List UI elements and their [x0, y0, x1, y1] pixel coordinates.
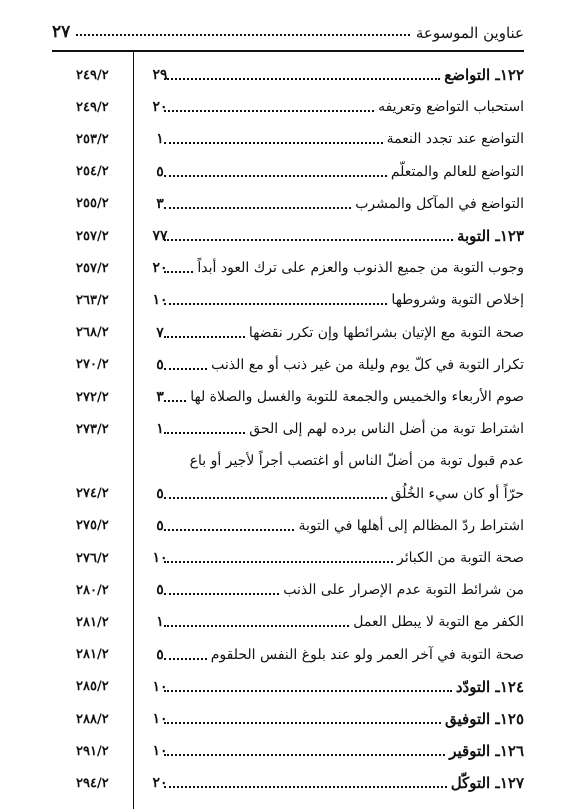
title-cell	[160, 414, 524, 444]
volume-page-ref: ٢٨٠/٢	[76, 582, 109, 598]
title-cell	[160, 446, 524, 476]
entry-title: وجوب التوبة من جميع الذنوب والعزم على ترك العود أبداً	[197, 260, 524, 277]
section-title: ١٢٣ـ التوبة	[456, 227, 524, 245]
index-entry-row	[0, 543, 580, 573]
title-cell	[160, 285, 524, 315]
title-cell	[160, 640, 524, 670]
index-heading-row	[0, 768, 580, 798]
title-cell	[160, 60, 524, 90]
entry-title: من شرائط التوبة عدم الإصرار على الذنب	[283, 582, 524, 599]
leader-dots	[164, 110, 374, 112]
title-cell	[160, 768, 524, 798]
entry-title: التواضع للعالم والمتعلّم	[390, 163, 524, 180]
leader-dots	[164, 175, 387, 177]
section-title: ١٢٤ـ التودّد	[455, 677, 524, 696]
volume-page-ref: ٢٥٧/٢	[76, 260, 109, 276]
section-title: ١٢٦ـ التوقير	[449, 742, 524, 761]
index-entry-row	[0, 575, 580, 605]
hadith-count: ٧	[156, 324, 164, 341]
title-cell	[160, 672, 524, 702]
hadith-count: ١	[156, 131, 164, 148]
title-cell	[160, 189, 524, 219]
hadith-count: ١	[156, 614, 164, 631]
entry-title: عدم قبول توبة من أضلّ الناس أو اغتصب أجراً لأجير أو باع	[189, 453, 524, 470]
index-entry-row	[0, 253, 580, 283]
entry-title: التواضع في المآكل والمشرب	[355, 195, 524, 212]
index-entry-row	[0, 124, 580, 154]
index-entry-row	[0, 92, 580, 122]
entry-title: استحباب التواضع وتعريفه	[378, 99, 524, 116]
volume-page-ref: ٢٨٨/٢	[76, 711, 109, 727]
leader-dots	[164, 432, 245, 434]
title-cell	[160, 221, 524, 251]
header-leader-dots	[76, 34, 410, 36]
entry-title: صحة التوبة مع الإتيان بشرائطها وإن تكرر نقضها	[248, 324, 524, 341]
leader-dots	[164, 142, 383, 144]
title-cell	[160, 318, 524, 348]
hadith-count: ٣	[156, 195, 164, 212]
hadith-count: ١٠	[152, 743, 168, 760]
volume-page-ref: ٢٨١/٢	[76, 647, 109, 663]
index-entry-row	[0, 640, 580, 670]
hadith-count: ١	[156, 421, 164, 438]
volume-page-ref: ٢٤٩/٢	[76, 99, 109, 115]
title-cell	[160, 575, 524, 605]
hadith-count: ٢٠	[152, 99, 168, 116]
hadith-count: ٥	[156, 356, 164, 373]
leader-dots	[164, 786, 447, 788]
leader-dots	[164, 690, 452, 692]
index-entry-row	[0, 157, 580, 187]
volume-page-ref: ٢٧٣/٢	[76, 421, 109, 437]
entry-title: صحة التوبة في آخر العمر ولو عند بلوغ النفس الحلقوم	[210, 646, 524, 663]
title-cell	[160, 607, 524, 637]
hadith-count: ١٠	[152, 292, 168, 309]
entry-title: التواضع عند تجدد النعمة	[386, 131, 524, 148]
title-cell	[160, 511, 524, 541]
hadith-count: ٥	[156, 582, 164, 599]
volume-page-ref: ٢٧٥/٢	[76, 518, 109, 534]
title-cell	[160, 704, 524, 734]
entry-title: صوم الأربعاء والخميس والجمعة للتوبة والغسل والصلاة لها	[190, 389, 524, 405]
index-heading-row	[0, 704, 580, 734]
leader-dots	[164, 78, 440, 80]
volume-page-ref: ٢٦٨/٢	[76, 325, 109, 341]
index-heading-row	[0, 736, 580, 766]
hadith-count: ٥	[156, 517, 164, 534]
index-entry-row	[0, 350, 580, 380]
title-cell	[160, 253, 524, 283]
hadith-count: ٢٠	[152, 260, 168, 277]
volume-page-ref: ٢٧٤/٢	[76, 486, 109, 502]
leader-dots	[164, 561, 393, 563]
title-cell	[160, 479, 524, 509]
leader-dots	[164, 625, 349, 627]
index-heading-row	[0, 60, 580, 90]
index-entry-row	[0, 189, 580, 219]
index-heading-row	[0, 672, 580, 702]
index-entry-row	[0, 318, 580, 348]
index-entry-row	[0, 382, 580, 412]
hadith-count	[145, 446, 175, 476]
volume-page-ref	[76, 446, 130, 476]
index-entry-row	[0, 511, 580, 541]
running-header	[52, 16, 524, 42]
title-cell	[160, 543, 524, 573]
volume-page-ref: ٢٦٣/٢	[76, 292, 109, 308]
entry-title: صحة التوبة من الكبائر	[397, 550, 524, 566]
index-entry-row	[0, 414, 580, 444]
volume-page-ref: ٢٥٧/٢	[76, 228, 109, 244]
entry-title: اشتراط توبة من أضل الناس برده لهم إلى الحق	[249, 421, 524, 438]
section-title: ١٢٧ـ التوكّل	[450, 774, 524, 793]
section-title: ١٢٢ـ التواضع	[444, 66, 524, 84]
hadith-count: ٣	[156, 389, 164, 405]
volume-page-ref: ٢٥٥/٢	[76, 196, 109, 212]
volume-page-ref: ٢٥٣/٢	[76, 131, 109, 147]
entry-title: حرّاً أو كان سيء الخُلُق	[390, 485, 524, 502]
title-cell	[160, 157, 524, 187]
hadith-count: ٢٠	[152, 775, 168, 792]
volume-page-ref: ٢٧٢/٢	[76, 389, 109, 405]
hadith-count: ٥	[156, 163, 164, 180]
title-cell	[160, 124, 524, 154]
volume-page-ref: ٢٧٠/٢	[76, 357, 109, 373]
volume-page-ref: ٢٥٤/٢	[76, 164, 109, 180]
entry-title: اشتراط ردّ المظالم إلى أهلها في التوبة	[298, 517, 524, 534]
header-title: عناوين الموسوعة	[415, 24, 524, 42]
volume-page-ref: ٢٧٦/٢	[76, 550, 109, 566]
entry-title: الكفر مع التوبة لا يبطل العمل	[353, 614, 524, 631]
title-cell	[160, 350, 524, 380]
hadith-count: ٧٧	[152, 228, 168, 244]
section-title: ١٢٥ـ التوفيق	[444, 710, 524, 728]
hadith-count: ١٠	[152, 711, 168, 727]
leader-dots	[164, 529, 294, 531]
volume-page-ref: ٢٨١/٢	[76, 614, 109, 630]
title-cell	[160, 736, 524, 766]
volume-page-ref: ٢٨٥/٢	[76, 679, 109, 695]
entry-title: تكرار التوبة في كلّ يوم وليلة من غير ذنب أو مع الذنب	[211, 356, 524, 373]
index-entry-row	[0, 446, 580, 476]
leader-dots	[164, 207, 351, 209]
leader-dots	[164, 754, 445, 756]
hadith-count: ١٠	[152, 678, 168, 695]
volume-page-ref: ٢٩١/٢	[76, 743, 109, 759]
leader-dots	[164, 239, 453, 241]
hadith-count: ٥	[156, 646, 164, 663]
header-rule	[52, 50, 524, 52]
index-entry-row	[0, 285, 580, 315]
title-cell	[160, 382, 524, 412]
volume-page-ref: ٢٤٩/٢	[76, 67, 109, 83]
leader-dots	[164, 303, 387, 305]
volume-page-ref: ٢٩٤/٢	[76, 775, 109, 791]
index-heading-row	[0, 221, 580, 251]
hadith-count: ٥	[156, 485, 164, 502]
leader-dots	[164, 722, 441, 724]
hadith-count: ١٠	[152, 550, 168, 566]
leader-dots	[164, 593, 279, 595]
index-entry-row	[0, 607, 580, 637]
page-number: ٢٧	[52, 22, 71, 42]
index-entry-row	[0, 479, 580, 509]
leader-dots	[164, 336, 245, 338]
leader-dots	[164, 497, 387, 499]
title-cell	[160, 92, 524, 122]
hadith-count: ٢٩	[152, 67, 168, 83]
entry-title: إخلاص التوبة وشروطها	[391, 292, 524, 309]
